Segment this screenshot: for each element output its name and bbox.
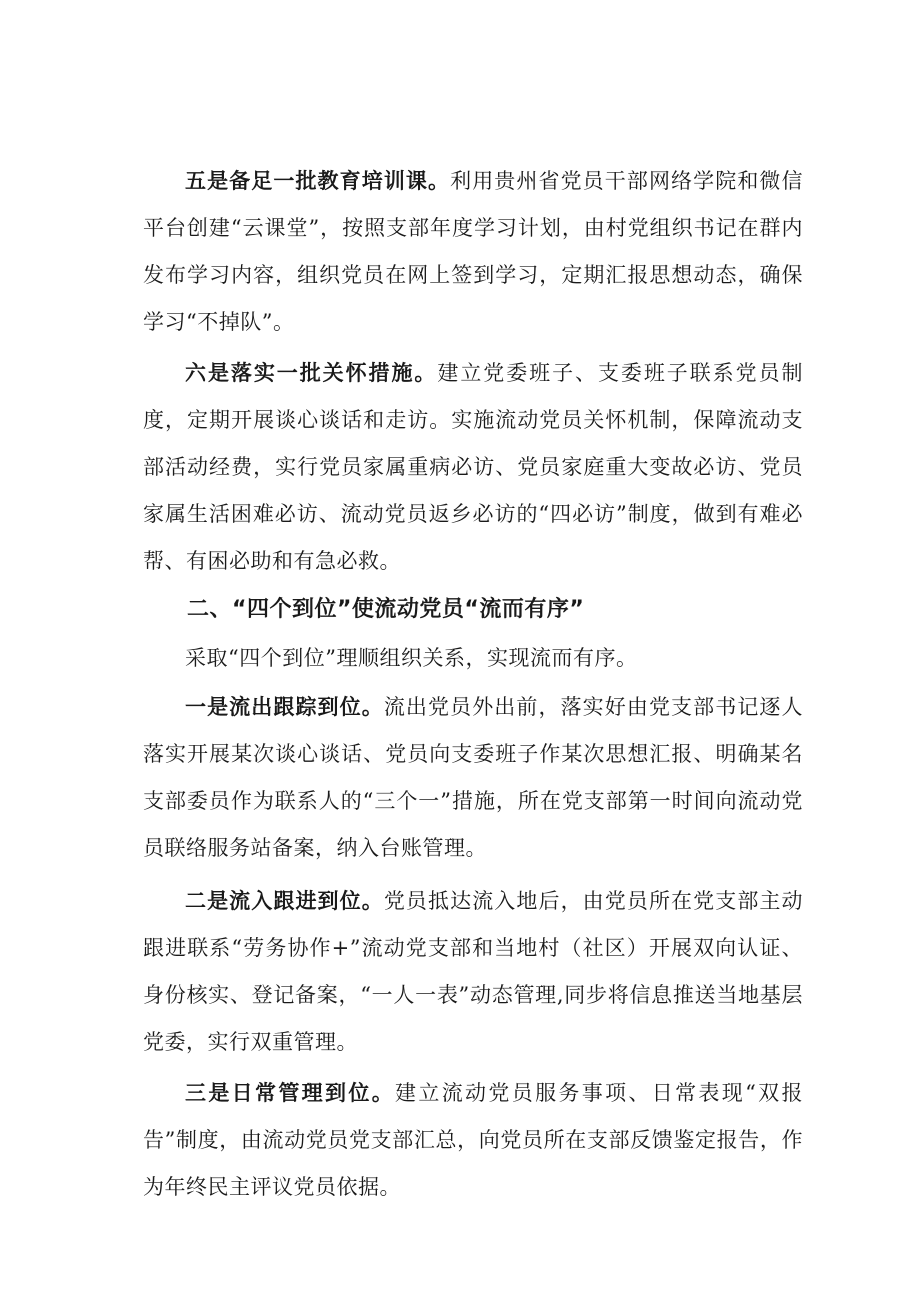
section-intro: 采取“四个到位”理顺组织关系，实现流而有序。 [185,646,638,670]
paragraph-lead: 三是日常管理到位。 [185,1081,396,1105]
paragraph-five [143,158,803,346]
paragraph-six [143,350,803,585]
paragraph-body: 党员抵达流入地后，由党员所在党支部主动跟进联系“劳务协作+”流动党支部和当地村（社区）开展双向认证、身份核实、登记备案，“一人一表”动态管理,同步将信息推送当地基层党委，实行双重管理。 [143,889,804,1054]
paragraph-body: 建立党委班子、支委班子联系党员制度，定期开展谈心谈话和走访。实施流动党员关怀机制，保障流动支部活动经费，实行党员家属重病必访、党员家庭重大变故必访、党员家属生活困难必访、流动党员返乡必访的“四必访”制度，做到有难必帮、有困必助和有急必救。 [143,361,804,573]
paragraph-lead: 二是流入跟进到位。 [185,889,384,913]
paragraph-three [143,1070,803,1211]
paragraph-body: 利用贵州省党员干部网络学院和微信平台创建“云课堂”，按照支部年度学习计划，由村党组织书记在群内发布学习内容，组织党员在网上签到学习，定期汇报思想动态，确保学习“不掉队”。 [143,169,804,334]
paragraph-body: 建立流动党员服务事项、日常表现“双报告”制度，由流动党员党支部汇总，向党员所在支部反馈鉴定报告，作为年终民主评议党员依据。 [143,1081,804,1199]
paragraph-lead: 六是落实一批关怀措施。 [185,361,438,385]
paragraph-one [143,684,803,872]
section-heading: 二、“四个到位”使流动党员“流而有序” [187,597,585,622]
paragraph-two [143,878,803,1066]
paragraph-lead: 一是流出跟踪到位。 [185,695,384,719]
paragraph-lead: 五是备足一批教育培训课。 [185,169,451,193]
paragraph-body: 流出党员外出前，落实好由党支部书记逐人落实开展某次谈心谈话、党员向支委班子作某次思想汇报、明确某名支部委员作为联系人的“三个一”措施，所在党支部第一时间向流动党员联络服务站备案，纳入台账管理。 [143,695,804,860]
document-page [143,158,803,1211]
